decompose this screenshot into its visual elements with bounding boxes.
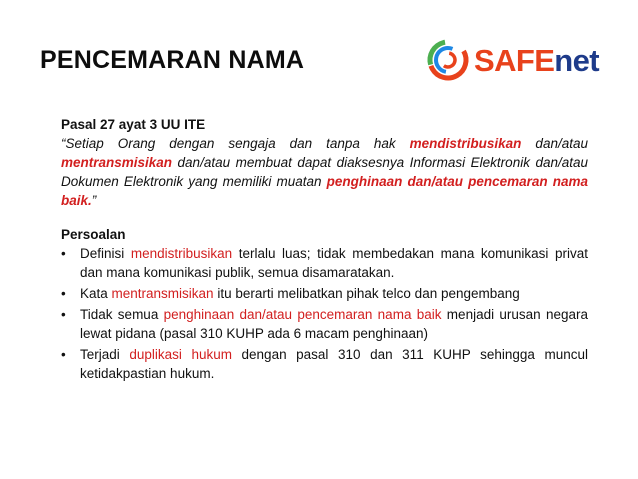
- list-item: [61, 305, 588, 343]
- bullet-text: Kata: [80, 286, 112, 301]
- slide-content: [61, 115, 588, 385]
- logo-wordmark: [474, 42, 599, 78]
- quote-highlight: penghinaan dan/atau pencemaran nama baik.: [61, 174, 588, 208]
- bullet-text: Tidak semua: [80, 307, 164, 322]
- bullet-text: itu berarti melibatkan pihak telco dan pengembang: [213, 286, 520, 301]
- bullet-highlight: penghinaan dan/atau pencemaran nama baik: [163, 307, 442, 322]
- bullet-highlight: mentransmisikan: [111, 286, 214, 301]
- quote-highlight: mendistribusikan: [409, 136, 522, 151]
- list-item: [61, 244, 588, 282]
- bullet-text: Definisi: [80, 246, 131, 261]
- pasal-quote: [61, 134, 588, 210]
- bullet-text: dengan pasal 310 dan 311 KUHP sehingga muncul ketidakpastian hukum.: [80, 347, 588, 381]
- quote-highlight: mentransmisikan: [61, 155, 173, 170]
- list-item: [61, 345, 588, 383]
- bullet-text: Terjadi: [80, 347, 130, 362]
- quote-text: ”: [91, 193, 97, 208]
- pasal-title: Pasal 27 ayat 3 UU ITE: [61, 117, 206, 132]
- safenet-swirl-icon: [426, 38, 470, 82]
- list-item: [61, 284, 588, 303]
- logo-text-net: net: [554, 42, 599, 78]
- quote-text: dan/atau membuat dapat diaksesnya Informasi Elektronik dan/atau Dokumen Elektronik yang memiliki muatan: [61, 155, 588, 189]
- safenet-logo: [426, 38, 599, 82]
- bullet-highlight: duplikasi hukum: [129, 347, 232, 362]
- quote-text: “Setiap Orang dengan sengaja dan tanpa hak: [61, 136, 410, 151]
- persoalan-list: [61, 244, 588, 383]
- logo-text-safe: SAFE: [474, 42, 555, 78]
- quote-text: dan/atau: [521, 136, 588, 151]
- bullet-highlight: mendistribusikan: [130, 246, 233, 261]
- bullet-text: menjadi urusan negara lewat pidana (pasal 310 KUHP ada 6 macam penghinaan): [80, 307, 588, 341]
- slide-title: PENCEMARAN NAMA: [40, 46, 305, 74]
- persoalan-title: Persoalan: [61, 227, 126, 242]
- bullet-text: terlalu luas; tidak membedakan mana komunikasi privat dan mana komunikasi publik, semua disamaratakan.: [80, 246, 589, 280]
